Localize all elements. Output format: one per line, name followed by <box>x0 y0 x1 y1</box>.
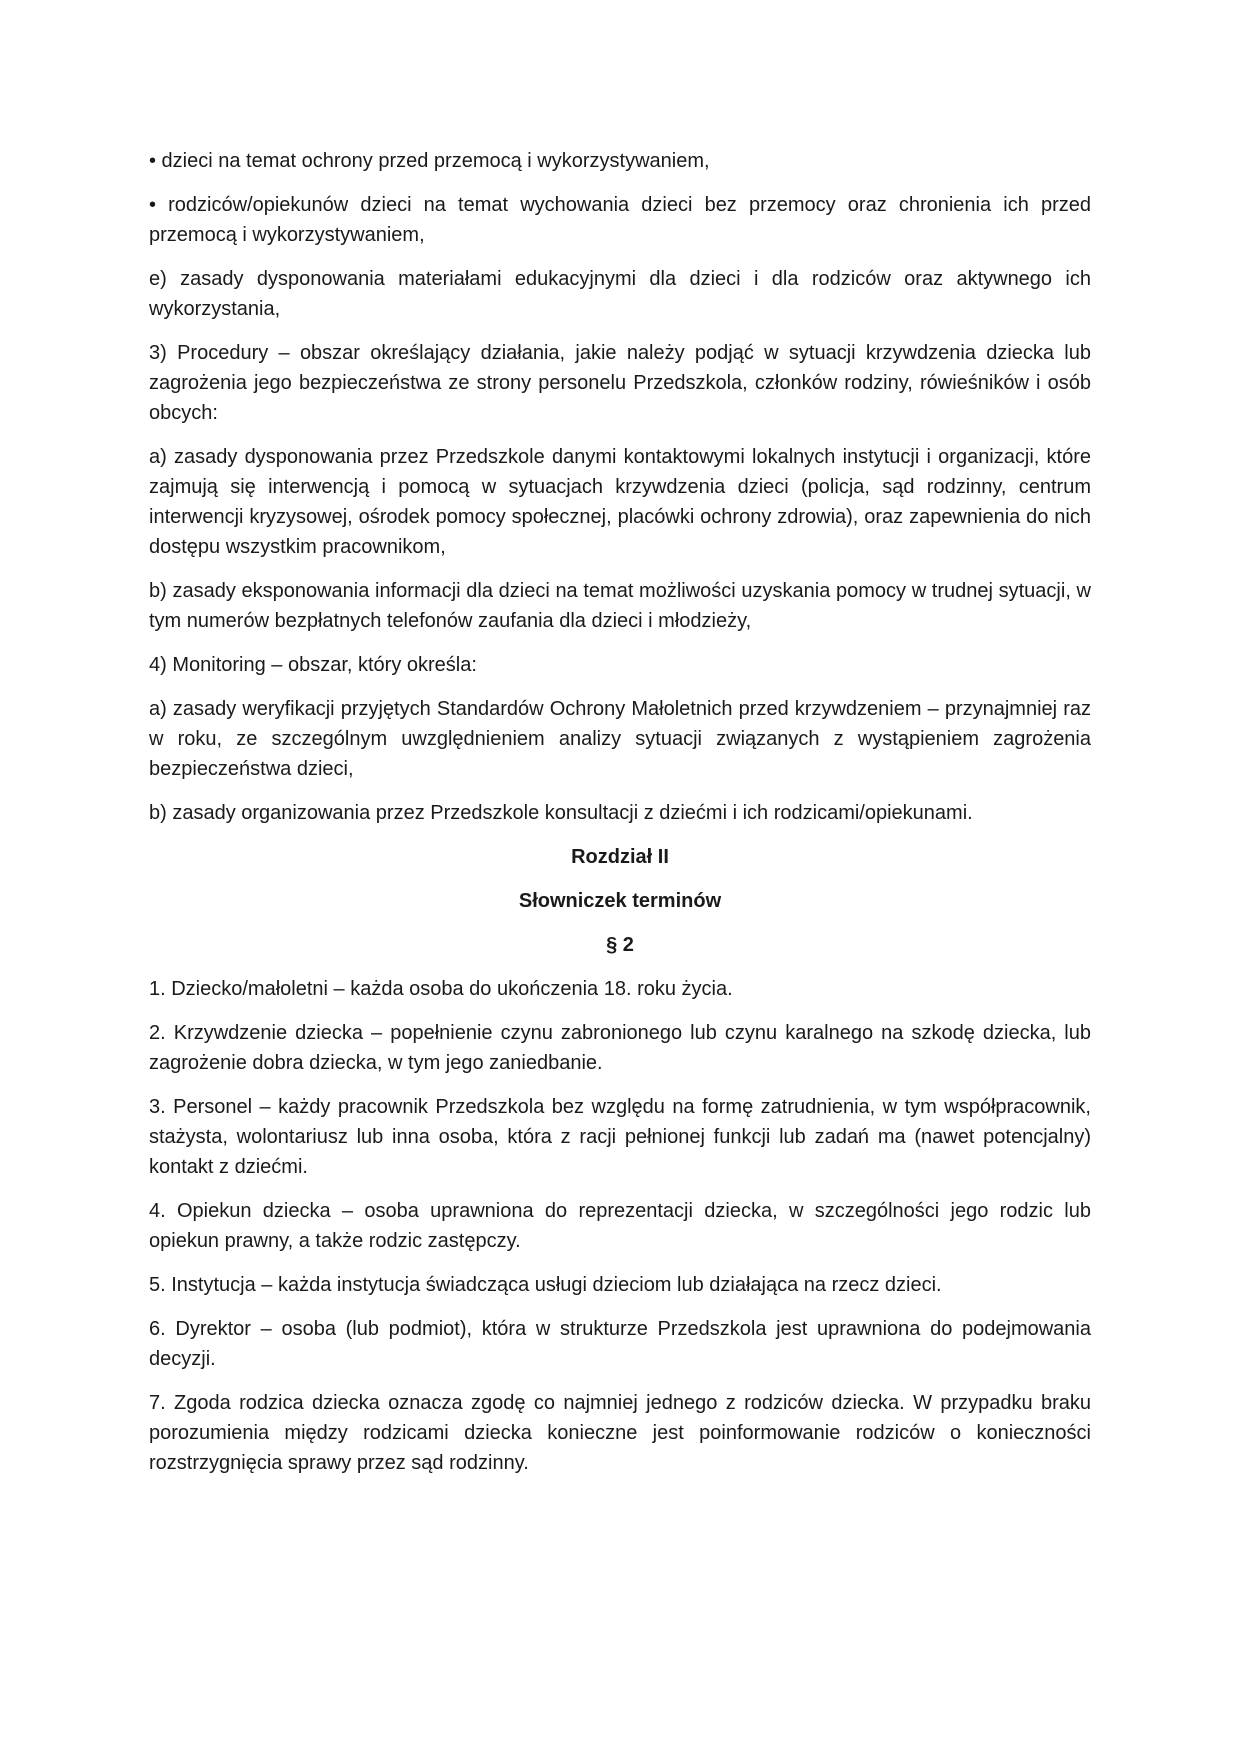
item-e-educational-materials: e) zasady dysponowania materiałami edukacyjnymi dla dzieci i dla rodziców oraz aktywnego ich wykorzystania, <box>149 268 1091 320</box>
item-3a-contact-data: a) zasady dysponowania przez Przedszkole danymi kontaktowymi lokalnych instytucji i organizacji, które zajmują się interwencją i pomocą w sytuacjach krzywdzenia dzieci (policja, sąd rodzinny, centrum interwencji kryzysowej, ośrodek pomocy społecznej, placówki ochrony zdrowia), oraz zapewnienia do nich dostępu wszystkim pracownikom, <box>149 446 1091 558</box>
definition-parental-consent: 7. Zgoda rodzica dziecka oznacza zgodę co najmniej jednego z rodziców dziecka. W przypadku braku porozumienia między rodzicami dziecka konieczne jest poinformowanie rodziców o konieczności rozstrzygnięcia sprawy przez sąd rodzinny. <box>149 1392 1091 1474</box>
chapter-subtitle: Słowniczek terminów <box>518 890 722 912</box>
definition-child: 1. Dziecko/małoletni – każda osoba do ukończenia 18. roku życia. <box>149 978 733 1000</box>
definition-guardian: 4. Opiekun dziecka – osoba uprawniona do reprezentacji dziecka, w szczególności jego rodzic lub opiekun prawny, a także rodzic zastępczy. <box>149 1200 1091 1252</box>
definition-child-harm: 2. Krzywdzenie dziecka – popełnienie czynu zabronionego lub czynu karalnego na szkodę dziecka, lub zagrożenie dobra dziecka, w tym jego zaniedbanie. <box>149 1022 1091 1074</box>
item-3-procedures: 3) Procedury – obszar określający działania, jakie należy podjąć w sytuacji krzywdzenia dziecka lub zagrożenia jego bezpieczeństwa ze strony personelu Przedszkola, członków rodziny, rówieśników i osób obcych: <box>149 342 1091 424</box>
document-page <box>149 146 1091 1492</box>
bullet-parents: • rodziców/opiekunów dzieci na temat wychowania dzieci bez przemocy oraz chronienia ich przed przemocą i wykorzystywaniem, <box>149 194 1091 246</box>
definition-institution: 5. Instytucja – każda instytucja świadcząca usługi dzieciom lub działająca na rzecz dzieci. <box>149 1274 942 1296</box>
definition-personnel: 3. Personel – każdy pracownik Przedszkola bez względu na formę zatrudnienia, w tym współpracownik, stażysta, wolontariusz lub inna osoba, która z racji pełnionej funkcji lub zadań ma (nawet potencjalny) kontakt z dziećmi. <box>149 1096 1091 1178</box>
chapter-title: Rozdział II <box>571 846 669 868</box>
definition-director: 6. Dyrektor – osoba (lub podmiot), która w strukturze Przedszkola jest uprawniona do podejmowania decyzji. <box>149 1318 1091 1370</box>
item-4-monitoring: 4) Monitoring – obszar, który określa: <box>149 654 477 676</box>
item-3b-help-information: b) zasady eksponowania informacji dla dzieci na temat możliwości uzyskania pomocy w trudnej sytuacji, w tym numerów bezpłatnych telefonów zaufania dla dzieci i młodzieży, <box>149 580 1091 632</box>
bullet-children: • dzieci na temat ochrony przed przemocą i wykorzystywaniem, <box>149 150 710 172</box>
item-4a-verification: a) zasady weryfikacji przyjętych Standardów Ochrony Małoletnich przed krzywdzeniem – przynajmniej raz w roku, ze szczególnym uwzględnieniem analizy sytuacji związanych z wystąpieniem zagrożenia bezpieczeństwa dzieci, <box>149 698 1091 780</box>
item-4b-consultations: b) zasady organizowania przez Przedszkole konsultacji z dziećmi i ich rodzicami/opiekunami. <box>149 802 973 824</box>
paragraph-sign: § 2 <box>606 934 634 956</box>
